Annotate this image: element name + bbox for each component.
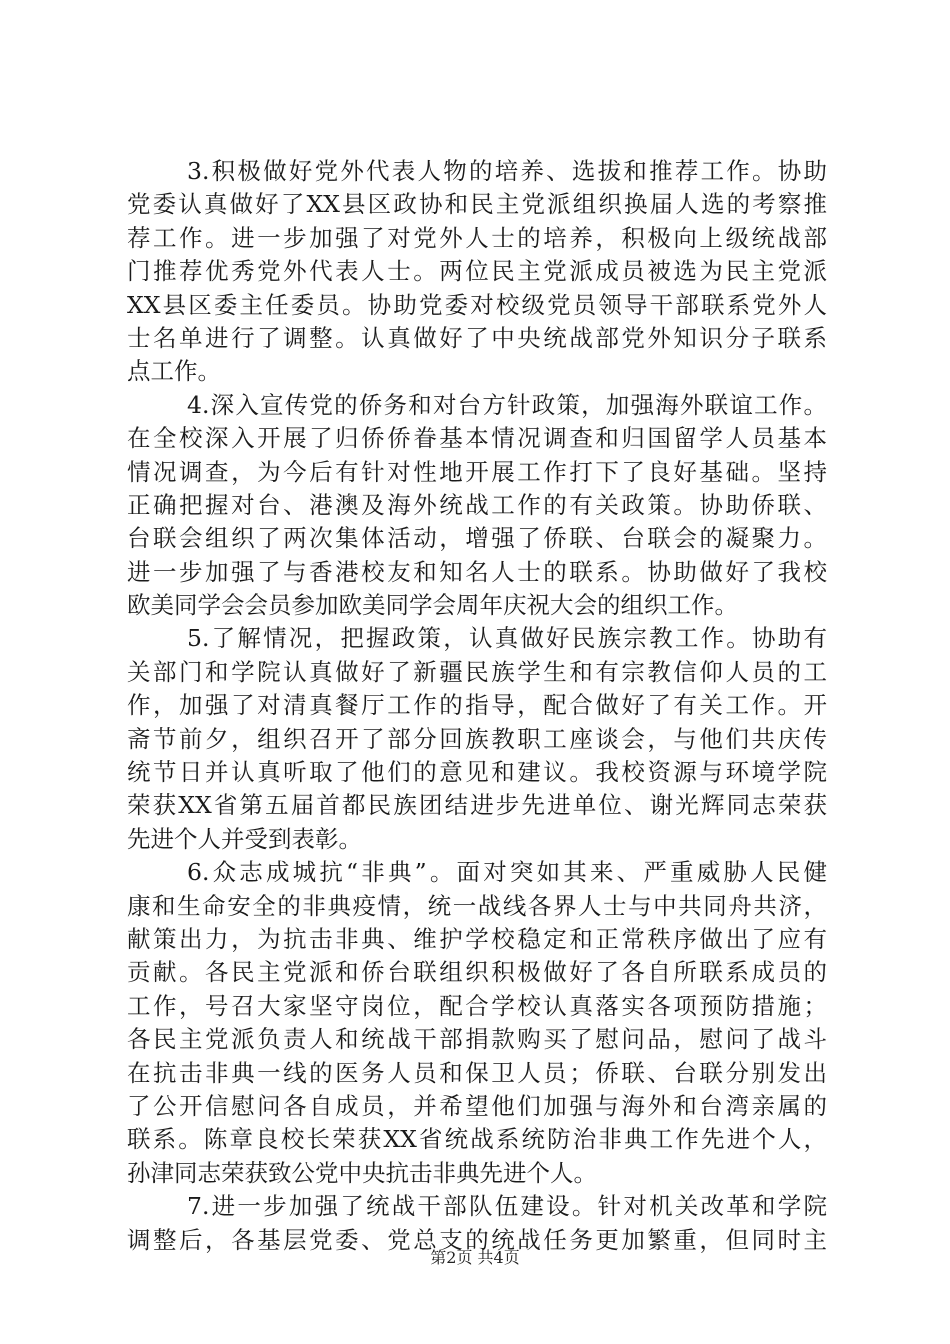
text-line: 康和生命安全的非典疫情，统一战线各界人士与中共同舟共济， [127, 891, 827, 920]
paragraph-3 [127, 622, 827, 856]
text-line: 6.众志成城抗“非典”。面对突如其来、严重威胁人民健 [187, 858, 827, 887]
text-line: 联系。陈章良校长荣获XX省统战系统防治非典工作先进个人， [127, 1125, 827, 1154]
text-line: 贡献。各民主党派和侨台联组织积极做好了各自所联系成员的 [127, 958, 827, 987]
text-line: 在全校深入开展了归侨侨眷基本情况调查和归国留学人员基本 [127, 424, 827, 453]
paragraph-4 [127, 856, 827, 1190]
text-line: 斋节前夕，组织召开了部分回族教职工座谈会，与他们共庆传 [127, 724, 827, 753]
text-line: 先进个人并受到表彰。 [127, 824, 362, 853]
text-line: 台联会组织了两次集体活动，增强了侨联、台联会的凝聚力。 [127, 524, 827, 553]
text-line: 3.积极做好党外代表人物的培养、选拔和推荐工作。协助 [187, 157, 827, 185]
text-line: 荣获XX省第五届首都民族团结进步先进单位、谢光辉同志荣获 [127, 791, 827, 820]
text-line: 关部门和学院认真做好了新疆民族学生和有宗教信仰人员的工 [127, 657, 827, 686]
text-line: 作，加强了对清真餐厅工作的指导，配合做好了有关工作。开 [127, 691, 827, 720]
text-line: 欧美同学会会员参加欧美同学会周年庆祝大会的组织工作。 [127, 591, 738, 620]
text-line: 在抗击非典一线的医务人员和保卫人员；侨联、台联分别发出 [127, 1058, 827, 1087]
text-line: 5.了解情况，把握政策，认真做好民族宗教工作。协助有 [187, 624, 827, 653]
text-line: 各民主党派负责人和统战干部捐款购买了慰问品，慰问了战斗 [127, 1025, 827, 1054]
text-line: 4.深入宣传党的侨务和对台方针政策，加强海外联谊工作。 [187, 390, 827, 419]
text-line: 了公开信慰问各自成员，并希望他们加强与海外和台湾亲属的 [127, 1091, 827, 1120]
text-line: 统节日并认真听取了他们的意见和建议。我校资源与环境学院 [127, 758, 827, 787]
paragraph-1 [127, 155, 827, 389]
text-line: 点工作。 [127, 357, 221, 386]
text-line: 情况调查，为今后有针对性地开展工作打下了良好基础。坚持 [127, 457, 827, 486]
paragraph-2 [127, 389, 827, 623]
text-line: 士名单进行了调整。认真做好了中央统战部党外知识分子联系 [127, 323, 827, 352]
text-line: 工作，号召大家坚守岗位，配合学校认真落实各项预防措施； [127, 991, 827, 1020]
text-line: 进一步加强了与香港校友和知名人士的联系。协助做好了我校 [127, 557, 827, 586]
text-line: 正确把握对台、港澳及海外统战工作的有关政策。协助侨联、 [127, 490, 827, 519]
text-line: 调整后，各基层党委、党总支的统战任务更加繁重，但同时主 [127, 1225, 827, 1254]
text-line: 党委认真做好了XX县区政协和民主党派组织换届人选的考察推 [127, 190, 827, 219]
text-line: 荐工作。进一步加强了对党外人士的培养，积极向上级统战部 [127, 223, 827, 252]
text-line: 献策出力，为抗击非典、维护学校稳定和正常秩序做出了应有 [127, 924, 827, 953]
text-line: 门推荐优秀党外代表人士。两位民主党派成员被选为民主党派 [127, 257, 827, 286]
document-body [127, 155, 827, 1257]
text-line: 孙津同志荣获致公党中央抗击非典先进个人。 [127, 1158, 597, 1187]
page-footer: 第2页 共4页 [430, 1248, 520, 1267]
text-line: 7.进一步加强了统战干部队伍建设。针对机关改革和学院 [187, 1192, 827, 1221]
text-line: XX县区委主任委员。协助党委对校级党员领导干部联系党外人 [127, 290, 827, 319]
